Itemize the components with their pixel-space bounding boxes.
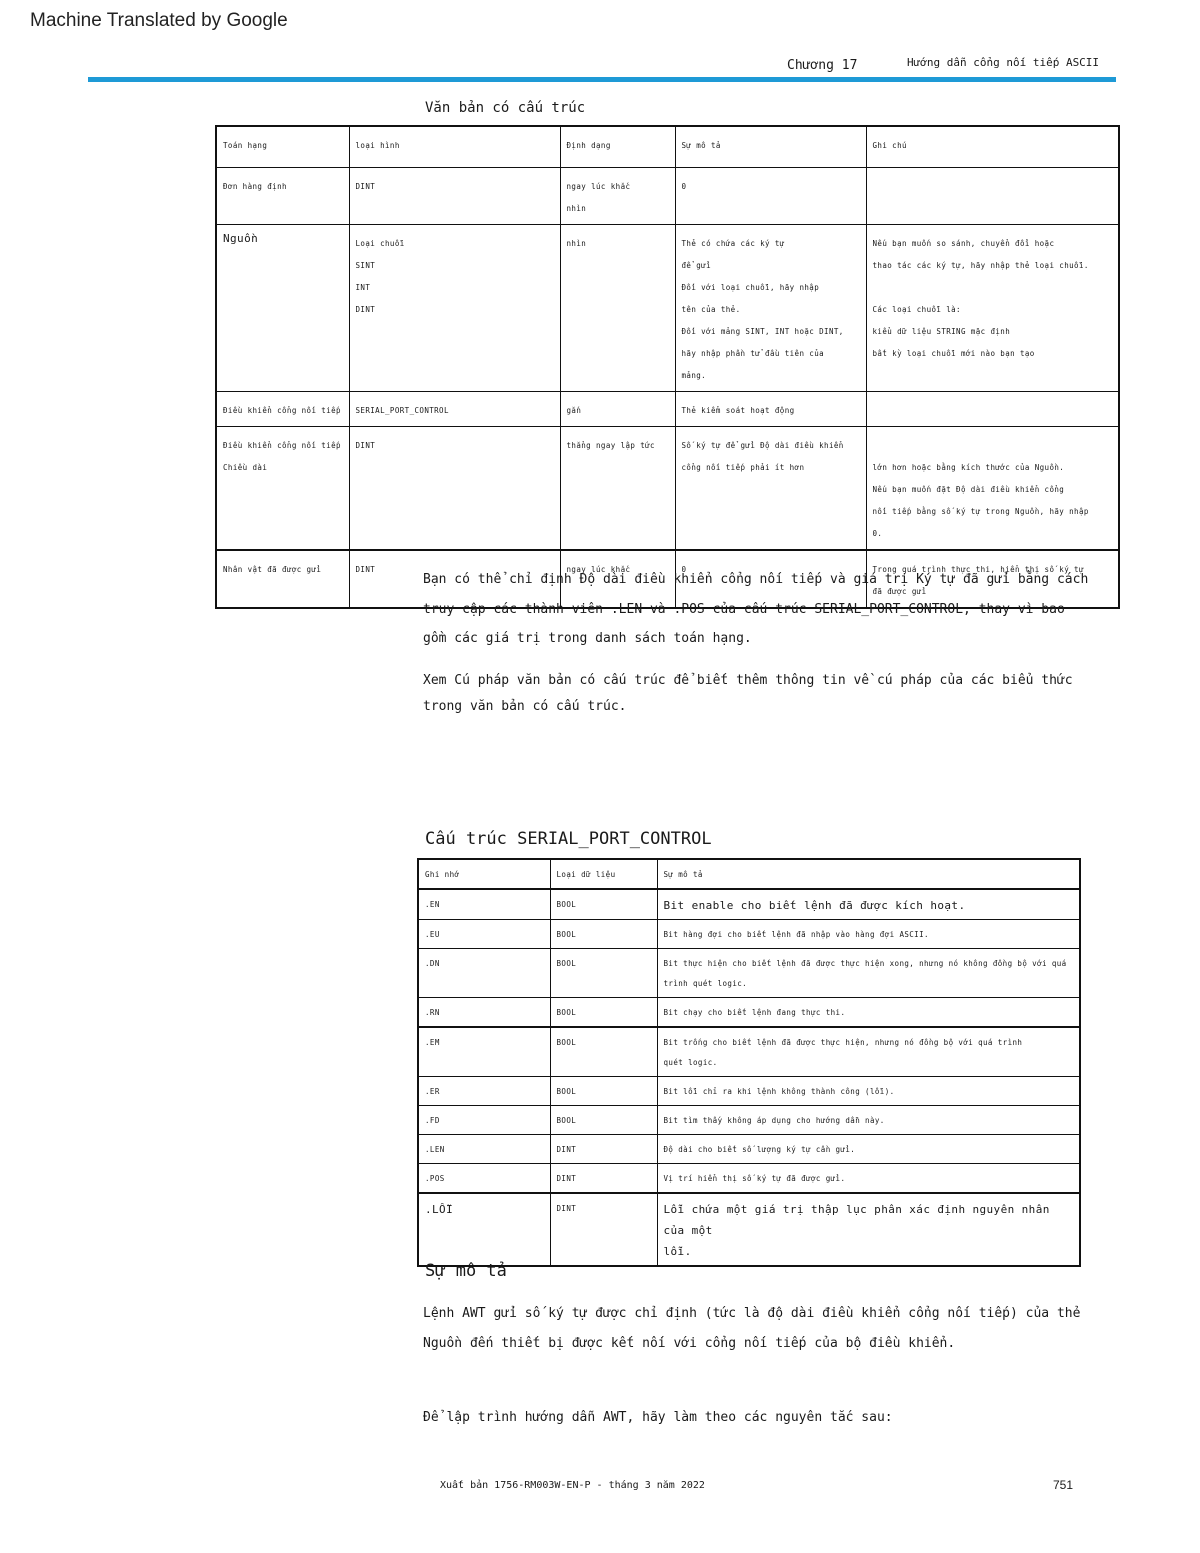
cell-text: Thẻ kiểm soát hoạt động (681, 406, 795, 415)
publication-footer: Xuất bản 1756-RM003W-EN-P - tháng 3 năm 2022 (440, 1480, 705, 1491)
operand-description-cell (675, 427, 866, 551)
description-cell (657, 920, 1080, 949)
cell-text: Nếu bạn muốn so sánh, chuyển đổi hoặc (872, 239, 1055, 248)
description-cell (657, 998, 1080, 1028)
operand-description-cell (675, 225, 866, 392)
paragraph-line: Nguồn đến thiết bị được kết nối với cổng nối tiếp của bộ điều khiển. (423, 1335, 956, 1351)
operand-description-cell (675, 392, 866, 427)
cell-text: INT (355, 283, 371, 292)
mnemonic-cell: .POS (418, 1164, 550, 1194)
paragraph-len-pos (423, 565, 1103, 654)
mnemonic-cell: .EU (418, 920, 550, 949)
cell-text: Điều khiển cổng nối tiếp (223, 406, 341, 415)
data-type-cell: BOOL (550, 1077, 657, 1106)
cell-text: Đối với loại chuỗi, hãy nhập (681, 283, 820, 292)
cell-text: lớn hơn hoặc bằng kích thước của Nguồn. (872, 463, 1065, 472)
column-header: Loại dữ liệu (550, 859, 657, 889)
cell-text: Loại chuỗi (355, 239, 405, 248)
column-header: Ghi chú (866, 126, 1119, 168)
data-type-cell: BOOL (550, 1106, 657, 1135)
cell-text: bất kỳ loại chuỗi mới nào bạn tạo (872, 349, 1035, 358)
operand-format-cell (560, 392, 675, 427)
cell-text: Trong quá trình thực thi, hiển thị số ký tự (872, 565, 1084, 574)
struct-row (418, 889, 1080, 920)
cell-text: Bit hàng đợi cho biết lệnh đã nhập vào hàng đợi ASCII. (663, 930, 929, 939)
description-cell (657, 1027, 1080, 1077)
cell-text: lỗi. (663, 1245, 692, 1258)
chapter-title: Hướng dẫn cổng nối tiếp ASCII (907, 56, 1100, 69)
struct-row (418, 920, 1080, 949)
operand-type-cell (349, 392, 560, 427)
cell-text: mảng. (681, 371, 707, 380)
description-heading: Sự mô tả (425, 1261, 507, 1281)
paragraph-line: Lệnh AWT gửi số ký tự được chỉ định (tức là độ dài điều khiển cổng nối tiếp) của thẻ (423, 1306, 1081, 1321)
operand-operand-cell (216, 427, 349, 551)
description-cell (657, 1164, 1080, 1194)
cell-text: tên của thẻ. (681, 305, 741, 314)
cell-text: Số ký tự để gửi Độ dài điều khiển cổng nối tiếp phải ít hơn (681, 441, 844, 472)
mnemonic-cell: .RN (418, 998, 550, 1028)
operand-operand-cell (216, 168, 349, 225)
cell-text: Đối với mảng SINT, INT hoặc DINT, (681, 327, 844, 336)
cell-text: 0. (872, 529, 883, 538)
cell-text: DINT (355, 305, 376, 314)
operand-row (216, 427, 1119, 551)
operand-type-cell (349, 427, 560, 551)
operand-row (216, 168, 1119, 225)
paragraph-line: gồm các giá trị trong danh sách toán hạng. (423, 631, 752, 646)
operand-notes-cell (866, 392, 1119, 427)
paragraph-line: Bạn có thể chỉ định Độ dài điều khiển cổng nối tiếp và giá trị Ký tự đã gửi bằng cách (423, 572, 1089, 587)
header-rule (88, 77, 1116, 82)
chapter-label: Chương 17 (787, 58, 858, 73)
cell-text (873, 435, 1113, 457)
cell-text: Nhân vật đã được gửi (223, 565, 322, 574)
cell-text: đã được gửi (872, 587, 927, 596)
data-type-cell: BOOL (550, 920, 657, 949)
cell-text: hãy nhập phần tử đầu tiên của (681, 349, 825, 358)
cell-text: Bit lỗi chỉ ra khi lệnh không thành công (lỗi). (663, 1087, 895, 1096)
cell-text: SERIAL_PORT_CONTROL (355, 406, 449, 415)
paragraph-line: trong văn bản có cấu trúc. (423, 699, 627, 714)
data-type-cell: DINT (550, 1164, 657, 1194)
mnemonic-cell: .EM (418, 1027, 550, 1077)
cell-text: SINT (355, 261, 376, 270)
cell-text: Bit chạy cho biết lệnh đang thực thi. (663, 1008, 846, 1017)
cell-text: để gửi (681, 261, 711, 270)
column-header: Sự mô tả (675, 126, 866, 168)
operand-description-cell (675, 168, 866, 225)
cell-text: Bit trống cho biết lệnh đã được thực hiện, nhưng nó đồng bộ với quá trình (663, 1038, 1023, 1047)
cell-text: Thẻ có chứa các ký tự (681, 239, 785, 248)
operand-type-cell (349, 225, 560, 392)
data-type-cell: BOOL (550, 889, 657, 920)
cell-text: thẳng ngay lập tức (566, 441, 655, 450)
cell-text: trình quét logic. (663, 979, 748, 988)
operand-format-cell (560, 427, 675, 551)
data-type-cell: DINT (550, 1135, 657, 1164)
cell-text: DINT (355, 182, 376, 191)
cell-text: DINT (355, 441, 376, 450)
struct-row (418, 1106, 1080, 1135)
operand-row (216, 225, 1119, 392)
struct-row (418, 1193, 1080, 1266)
paragraph-syntax-reference (423, 668, 1103, 720)
description-cell (657, 889, 1080, 920)
operand-notes-cell (866, 225, 1119, 392)
mnemonic-cell: .EN (418, 889, 550, 920)
cell-text: nhìn (566, 239, 587, 248)
data-type-cell: BOOL (550, 998, 657, 1028)
cell-text: nhìn (566, 204, 587, 213)
cell-text: Bit enable cho biết lệnh đã được kích hoạt. (663, 899, 966, 912)
description-paragraph (423, 1299, 1103, 1358)
struct-header-row (418, 859, 1080, 889)
mnemonic-cell: .LỖI (418, 1193, 550, 1266)
operand-row (216, 392, 1119, 427)
description-cell (657, 1135, 1080, 1164)
cell-text: Nếu bạn muốn đặt Độ dài điều khiển cổng (872, 485, 1065, 494)
serial-port-control-table (417, 858, 1081, 1267)
struct-row (418, 1027, 1080, 1077)
section-title: Văn bản có cấu trúc (425, 100, 586, 116)
struct-row (418, 1164, 1080, 1194)
machine-translation-banner: Machine Translated by Google (30, 10, 288, 31)
mnemonic-cell: .LEN (418, 1135, 550, 1164)
column-header: loại hình (349, 126, 560, 168)
cell-text: Các loại chuỗi là: (872, 305, 961, 314)
operand-format-cell (560, 168, 675, 225)
description-cell (657, 949, 1080, 998)
operand-notes-cell (866, 427, 1119, 551)
cell-text: Vị trí hiển thị số ký tự đã được gửi. (663, 1174, 846, 1183)
data-type-cell: BOOL (550, 949, 657, 998)
cell-text: kiểu dữ liệu STRING mặc định (872, 327, 1011, 336)
mnemonic-cell: .DN (418, 949, 550, 998)
cell-text: quét logic. (663, 1058, 718, 1067)
description-cell (657, 1077, 1080, 1106)
cell-text: ngay lúc khắc (566, 565, 631, 574)
cell-text: Độ dài cho biết số lượng ký tự cần gửi. (663, 1145, 856, 1154)
mnemonic-cell: .ER (418, 1077, 550, 1106)
description-cell (657, 1193, 1080, 1266)
page-number: 751 (1053, 1478, 1074, 1492)
cell-text: 0 (681, 565, 687, 574)
paragraph-line: Xem Cú pháp văn bản có cấu trúc để biết thêm thông tin về cú pháp của các biểu thức (423, 673, 1073, 688)
column-header: Sự mô tả (657, 859, 1080, 889)
mnemonic-cell: .FD (418, 1106, 550, 1135)
cell-text: Lỗi chứa một giá trị thập lục phân xác định nguyên nhân của một (663, 1203, 1050, 1237)
struct-heading: Cấu trúc SERIAL_PORT_CONTROL (425, 829, 712, 849)
operand-format-cell (560, 225, 675, 392)
description-cell (657, 1106, 1080, 1135)
cell-text (873, 277, 1113, 299)
column-header: Toán hạng (216, 126, 349, 168)
cell-text: nối tiếp bằng số ký tự trong Nguồn, hãy nhập (872, 507, 1089, 516)
cell-text: DINT (355, 565, 376, 574)
cell-text: 0 (681, 182, 687, 191)
guideline-paragraph: Để lập trình hướng dẫn AWT, hãy làm theo các nguyên tắc sau: (423, 1410, 893, 1425)
struct-row (418, 1077, 1080, 1106)
operand-operand-cell (216, 225, 349, 392)
data-type-cell: DINT (550, 1193, 657, 1266)
data-type-cell: BOOL (550, 1027, 657, 1077)
column-header: Ghi nhớ (418, 859, 550, 889)
operand-operand-cell (216, 550, 349, 608)
cell-text: Chiều dài (223, 463, 268, 472)
cell-text: ngay lúc khắc (566, 182, 631, 191)
cell-text: gắn (566, 406, 582, 415)
cell-text: thao tác các ký tự, hãy nhập thẻ loại chuỗi. (872, 261, 1089, 270)
cell-text: Bit thực hiện cho biết lệnh đã được thực hiện xong, nhưng nó không đồng bộ với quá (663, 959, 1067, 968)
operands-table (215, 125, 1120, 609)
operand-operand-cell (216, 392, 349, 427)
struct-row (418, 949, 1080, 998)
cell-text: Đơn hàng định (223, 182, 287, 191)
struct-row (418, 1135, 1080, 1164)
cell-text: Điều khiển cổng nối tiếp (223, 441, 341, 450)
operands-header-row (216, 126, 1119, 168)
struct-row (418, 998, 1080, 1028)
cell-text: Nguồn (223, 232, 259, 245)
cell-text: Bit tìm thấy không áp dụng cho hướng dẫn này. (663, 1116, 885, 1125)
operand-notes-cell (866, 168, 1119, 225)
operand-type-cell (349, 168, 560, 225)
column-header: Định dạng (560, 126, 675, 168)
paragraph-line: truy cập các thành viên .LEN và .POS của cấu trúc SERIAL_PORT_CONTROL, thay vì bao (423, 601, 1065, 617)
